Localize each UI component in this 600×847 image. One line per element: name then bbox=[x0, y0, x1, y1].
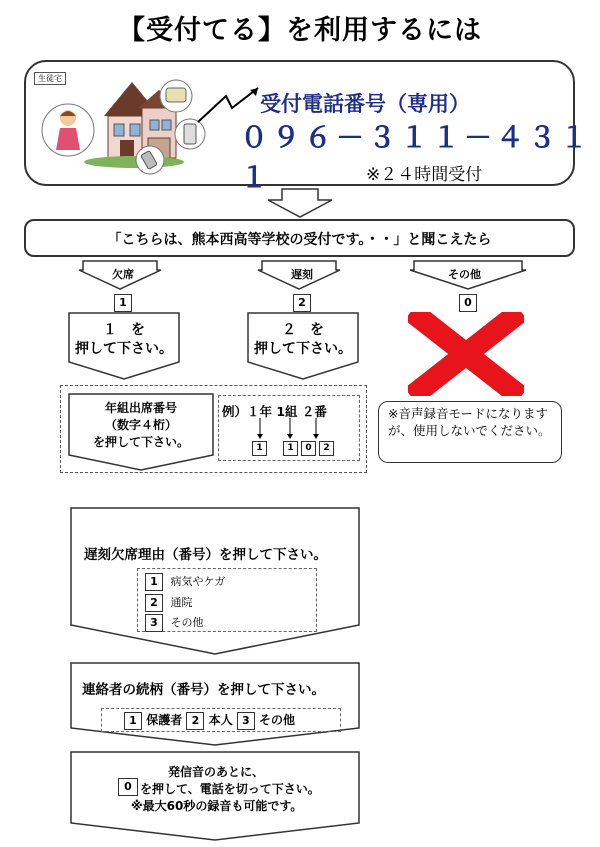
final-line1: 発信音のあとに、 bbox=[168, 765, 265, 779]
reason-option-label: 通院 bbox=[170, 596, 193, 609]
press-2-line2: 押して下さい。 bbox=[254, 341, 352, 357]
page-title: 【受付てる】を利用するには bbox=[118, 15, 482, 46]
relation-option-label: その他 bbox=[258, 713, 295, 727]
example-key: 1 bbox=[252, 441, 267, 456]
branch-label-absent: 欠席 bbox=[112, 268, 134, 281]
house-icon bbox=[34, 68, 214, 176]
press-1-line1: １ を bbox=[103, 322, 145, 338]
relation-option-label: 本人 bbox=[208, 713, 233, 727]
reason-option-key: 3 bbox=[145, 614, 163, 632]
example-label: 例）１年 1組 ２番 bbox=[222, 404, 327, 419]
key-0-box: 0 bbox=[459, 294, 477, 312]
press-2-line1: ２ を bbox=[282, 322, 324, 338]
relation-option-key: 3 bbox=[237, 712, 255, 730]
relation-option-label: 保護者 bbox=[146, 713, 183, 727]
reason-option bbox=[145, 614, 204, 632]
final-line3: ※最大60秒の録音も可能です。 bbox=[131, 799, 303, 813]
student-number-line1: 年組出席番号 bbox=[104, 401, 177, 415]
relation-options bbox=[124, 711, 295, 730]
down-arrow-icon bbox=[266, 188, 334, 218]
branch-label-late: 遅刻 bbox=[291, 268, 313, 281]
other-note-text: ※音声録音モードになりますが、使用しないでください。 bbox=[388, 406, 551, 438]
hours-note: ※２４時間受付 bbox=[366, 165, 483, 185]
student-home-illustration bbox=[34, 68, 214, 176]
reason-option bbox=[145, 573, 225, 591]
reason-option-label: その他 bbox=[170, 616, 204, 629]
final-key-box: 0 bbox=[118, 778, 138, 796]
reason-option-key: 1 bbox=[145, 573, 163, 591]
relation-option-key: 2 bbox=[186, 712, 204, 730]
reason-option-label: 病気やケガ bbox=[170, 575, 226, 588]
press-1-line2: 押して下さい。 bbox=[75, 341, 173, 357]
reason-option-key: 2 bbox=[145, 594, 163, 612]
phone-number: ０９６－３１１－４３１１ bbox=[240, 121, 593, 194]
key-1-box: 1 bbox=[114, 294, 132, 312]
example-arrows-icon bbox=[250, 418, 340, 440]
phone-title: 受付電話番号（専用） bbox=[260, 92, 470, 116]
announcement-text: 「こちらは、熊本西高等学校の受付です。・・」と聞こえたら bbox=[107, 232, 492, 248]
reason-prompt: 遅刻欠席理由（番号）を押して下さい。 bbox=[84, 547, 327, 563]
key-2-box: 2 bbox=[293, 294, 311, 312]
student-number-line3: を押して下さい。 bbox=[92, 435, 189, 449]
example-key: 2 bbox=[319, 441, 334, 456]
relation-option-key: 1 bbox=[124, 712, 142, 730]
student-home-label: 生徒宅 bbox=[34, 72, 66, 85]
final-line2: を押して、電話を切って下さい。 bbox=[140, 782, 320, 796]
branch-label-other: その他 bbox=[448, 268, 481, 281]
student-number-line2: （数字４桁） bbox=[104, 418, 177, 432]
red-cross-icon bbox=[408, 312, 524, 396]
relation-shape bbox=[70, 662, 360, 746]
reason-option bbox=[145, 594, 193, 612]
example-key: 0 bbox=[301, 441, 316, 456]
example-key: 1 bbox=[283, 441, 298, 456]
relation-prompt: 連絡者の続柄（番号）を押して下さい。 bbox=[82, 682, 325, 698]
